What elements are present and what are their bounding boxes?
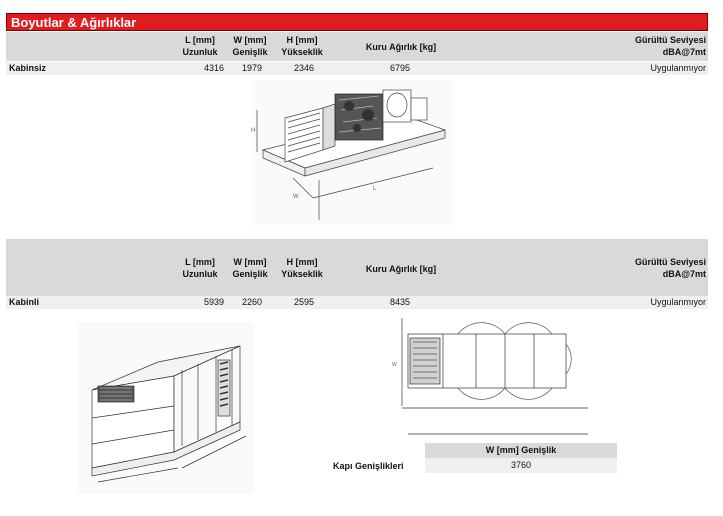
section-title: Boyutlar & Ağırlıklar [11,15,137,30]
open-generator-drawing [253,80,453,225]
header-weight-2: Kuru Ağırlık [kg] [365,264,437,274]
header-width-2: W [mm] Genişlik [232,257,268,279]
door-widths-value: 3760 [425,458,617,473]
row-name: Kabinsiz [9,63,47,73]
header-weight: Kuru Ağırlık [kg] [365,42,437,52]
header-noise: Gürültü Seviyesi dBA@7mt [634,35,706,57]
row-length: 4316 [203,63,224,73]
row-width: 1979 [241,63,263,73]
row-weight-2: 8435 [389,297,411,307]
svg-text:H: H [251,128,256,134]
svg-text:W: W [293,194,299,200]
row-weight: 6795 [389,63,411,73]
header-height: H [mm] Yükseklik [281,35,323,57]
row-height: 2346 [293,63,315,73]
door-widths-header: W [mm] Genişlik [425,443,617,458]
row-noise-2: Uygulanmıyor [650,297,706,307]
header-height-2: H [mm] Yükseklik [281,257,323,279]
door-widths-label: Kapı Genişlikleri [333,461,404,471]
svg-text:L: L [373,186,377,192]
section-title-bar [6,13,708,31]
row-length-2: 5939 [203,297,224,307]
header-length: L [mm] Uzunluk [182,35,218,57]
header-length-2: L [mm] Uzunluk [182,257,218,279]
svg-text:W: W [392,362,397,368]
canopy-generator-drawing [78,322,254,494]
row-noise: Uygulanmıyor [650,63,706,73]
header-width: W [mm] Genişlik [232,35,268,57]
table-row-kabinli [6,296,708,309]
row-width-2: 2260 [241,297,263,307]
table-header-open [6,32,708,61]
row-height-2: 2595 [293,297,315,307]
row-name-2: Kabinli [9,297,40,307]
canopy-top-view-drawing [388,316,598,440]
table-row-kabinsiz [6,62,708,75]
table-header-cabin [6,239,708,296]
header-noise-2: Gürültü Seviyesi dBA@7mt [634,257,706,279]
